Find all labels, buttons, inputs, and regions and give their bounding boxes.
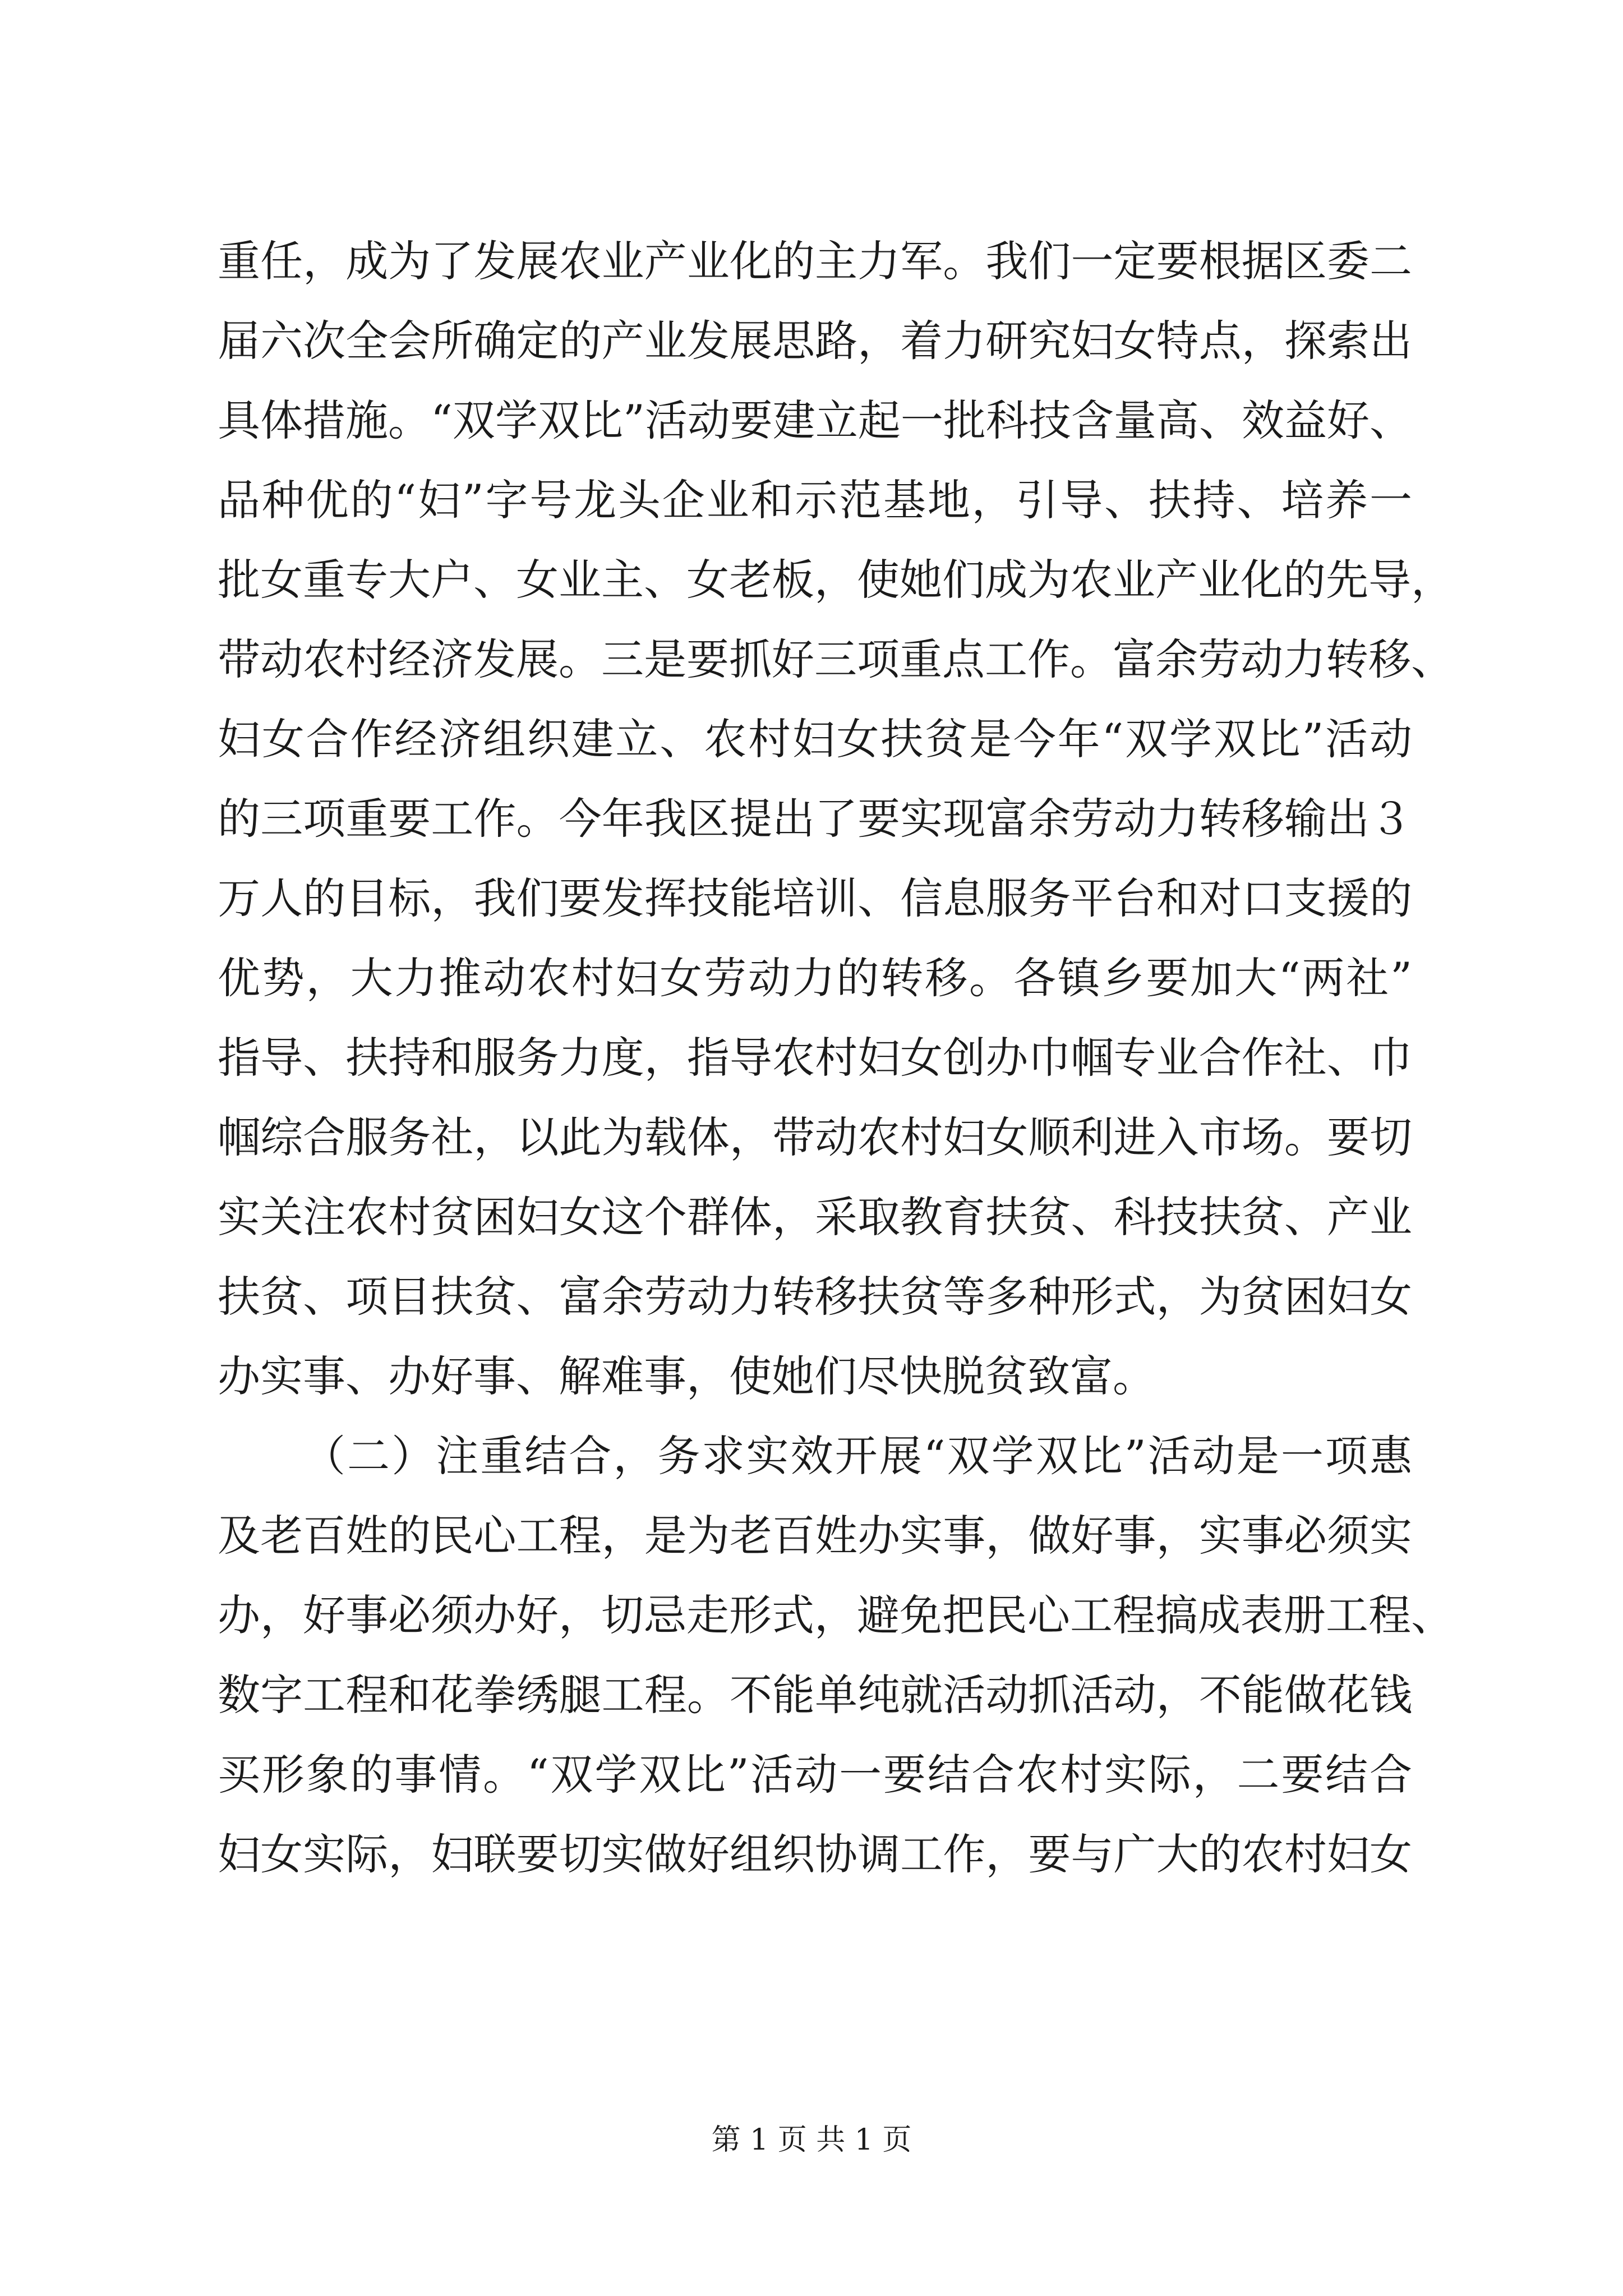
text-line: 扶贫、项目扶贫、富余劳动力转移扶贫等多种形式，为贫困妇女 [218, 1272, 1412, 1322]
text-line: 万人的目标，我们要发挥技能培训、信息服务平台和对口支援的 [218, 873, 1412, 923]
page-footer: 第 1 页 共 1 页 [711, 2123, 912, 2157]
text-line: 妇女合作经济组织建立、农村妇女扶贫是今年“双学双比”活动 [218, 714, 1412, 764]
text-line: 具体措施。“双学双比”活动要建立起一批科技含量高、效益好、 [218, 395, 1412, 445]
paragraph-start-line: （二）注重结合，务求实效开展“双学双比”活动是一项惠 [303, 1431, 1412, 1481]
text-line: 优势，大力推动农村妇女劳动力的转移。各镇乡要加大“两社” [218, 953, 1412, 1003]
text-line: 办实事、办好事、解难事，使她们尽快脱贫致富。 [218, 1351, 1155, 1401]
text-line: 数字工程和花拳绣腿工程。不能单纯就活动抓活动，不能做花钱 [218, 1670, 1412, 1720]
text-line: 妇女实际，妇联要切实做好组织协调工作，要与广大的农村妇女 [218, 1829, 1412, 1879]
text-line: 帼综合服务社，以此为载体，带动农村妇女顺利进入市场。要切 [218, 1112, 1412, 1162]
document-body [218, 222, 1454, 1894]
text-line: 实关注农村贫困妇女这个群体，采取教育扶贫、科技扶贫、产业 [218, 1192, 1412, 1242]
text-line: 办，好事必须办好，切忌走形式，避免把民心工程搞成表册工程、 [218, 1590, 1454, 1640]
text-line: 批女重专大户、女业主、女老板，使她们成为农业产业化的先导， [218, 555, 1454, 605]
text-line: 品种优的“妇”字号龙头企业和示范基地，引导、扶持、培养一 [218, 475, 1412, 525]
text-line: 带动农村经济发展。三是要抓好三项重点工作。富余劳动力转移、 [218, 634, 1454, 684]
text-line: 指导、扶持和服务力度，指导农村妇女创办巾帼专业合作社、巾 [218, 1033, 1412, 1083]
text-line: 及老百姓的民心工程，是为老百姓办实事，做好事，实事必须实 [218, 1511, 1412, 1561]
text-line: 届六次全会所确定的产业发展思路，着力研究妇女特点，探索出 [218, 316, 1412, 366]
text-line: 重任，成为了发展农业产业化的主力军。我们一定要根据区委二 [218, 236, 1412, 286]
text-line: 买形象的事情。“双学双比”活动一要结合农村实际，二要结合 [218, 1750, 1412, 1800]
text-line: 的三项重要工作。今年我区提出了要实现富余劳动力转移输出３ [218, 794, 1412, 844]
